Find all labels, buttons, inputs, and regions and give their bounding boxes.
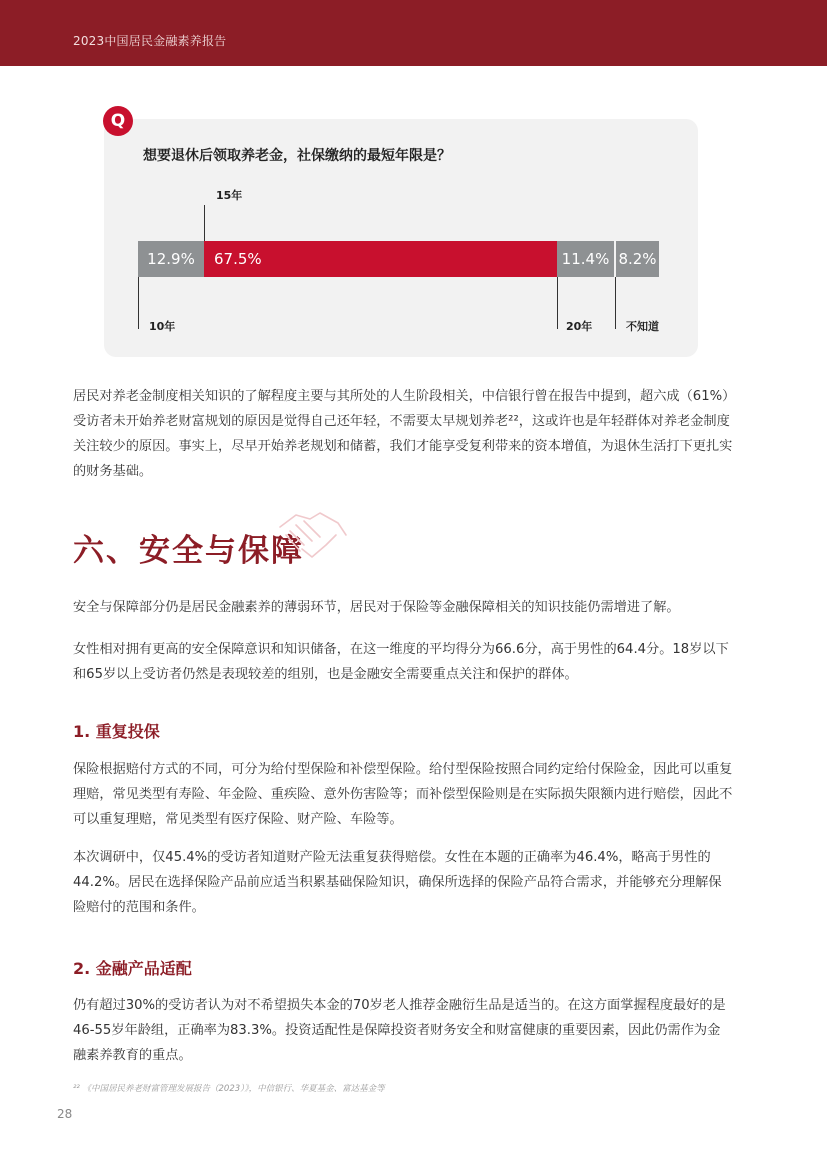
report-title: 2023中国居民金融素养报告 xyxy=(73,34,227,48)
paragraph-pension: 居民对养老金制度相关知识的了解程度主要与其所处的人生阶段相关，中信银行曾在报告中提到，超六成（61%）受访者未开始养老财富规划的原因是觉得自己还年轻，不需要太早规划养老²²，这或许也是年轻群体对养老金制度关注较少的原因。事实上，尽早开始养老规划和储蓄，我们才能享受复利带来的资本增值，为退休生活打下更扎实的财务基础。 xyxy=(73,389,733,479)
page-header xyxy=(0,0,827,66)
paragraph-intro: 安全与保障部分仍是居民金融素养的薄弱环节，居民对于保险等金融保障相关的知识技能仍需增进了解。 xyxy=(73,600,680,615)
section-title: 六、安全与保障 xyxy=(73,533,304,569)
question-text: 想要退休后领取养老金，社保缴纳的最短年限是？ xyxy=(143,148,451,164)
subsection-title-1: 1. 重复投保 xyxy=(73,722,160,741)
paragraph-insurance-types: 保险根据赔付方式的不同，可分为给付型保险和补偿型保险。给付型保险按照合同约定给付保险金，因此可以重复理赔，常见类型有寿险、年金险、重疾险、意外伤害险等；而补偿型保险则是在实际损失限额内进行赔偿，因此不可以重复理赔，常见类型有医疗保险、财产险、车险等。 xyxy=(73,762,733,827)
segment-15-years: 67.5% xyxy=(204,241,557,277)
tick-unknown xyxy=(615,277,616,329)
page-number: 28 xyxy=(57,1107,73,1121)
paragraph-product-suitability: 仍有超过30%的受访者认为对不希望损失本金的70岁老人推荐金融衍生品是适当的。在这方面掌握程度最好的是46-55岁年龄组，正确率为83.3%。投资适配性是保障投资者财务安全和财富健康的重要因素，因此仍需作为金融素养教育的重点。 xyxy=(73,998,726,1063)
tick-20-years xyxy=(557,277,558,329)
segment-20-years: 11.4% xyxy=(557,241,614,277)
segment-10-years: 12.9% xyxy=(138,241,204,277)
label-20-years: 20年 xyxy=(566,320,593,333)
paragraph-gender: 女性相对拥有更高的安全保障意识和知识储备，在这一维度的平均得分为66.6分，高于男性的64.4分。18岁以下和65岁以上受访者仍然是表现较差的组别，也是金融安全需要重点关注和保护的群体。 xyxy=(73,642,729,682)
label-unknown: 不知道 xyxy=(626,320,659,333)
tick-15-years xyxy=(204,205,205,241)
question-badge-icon: Q xyxy=(103,106,133,136)
label-15-years: 15年 xyxy=(216,189,243,202)
tick-10-years xyxy=(138,277,139,329)
footnote: ²² 《中国居民养老财富管理发展报告（2023）》，中信银行、华夏基金、富达基金等 xyxy=(73,1084,385,1094)
handshake-icon xyxy=(276,505,350,563)
paragraph-survey-result: 本次调研中，仅45.4%的受访者知道财产险无法重复获得赔偿。女性在本题的正确率为46.4%，略高于男性的44.2%。居民在选择保险产品前应适当积累基础保险知识，确保所选择的保险产品符合需求，并能够充分理解保险赔付的范围和条件。 xyxy=(73,850,722,915)
label-10-years: 10年 xyxy=(149,320,176,333)
subsection-title-2: 2. 金融产品适配 xyxy=(73,959,192,978)
segment-unknown: 8.2% xyxy=(616,241,659,277)
